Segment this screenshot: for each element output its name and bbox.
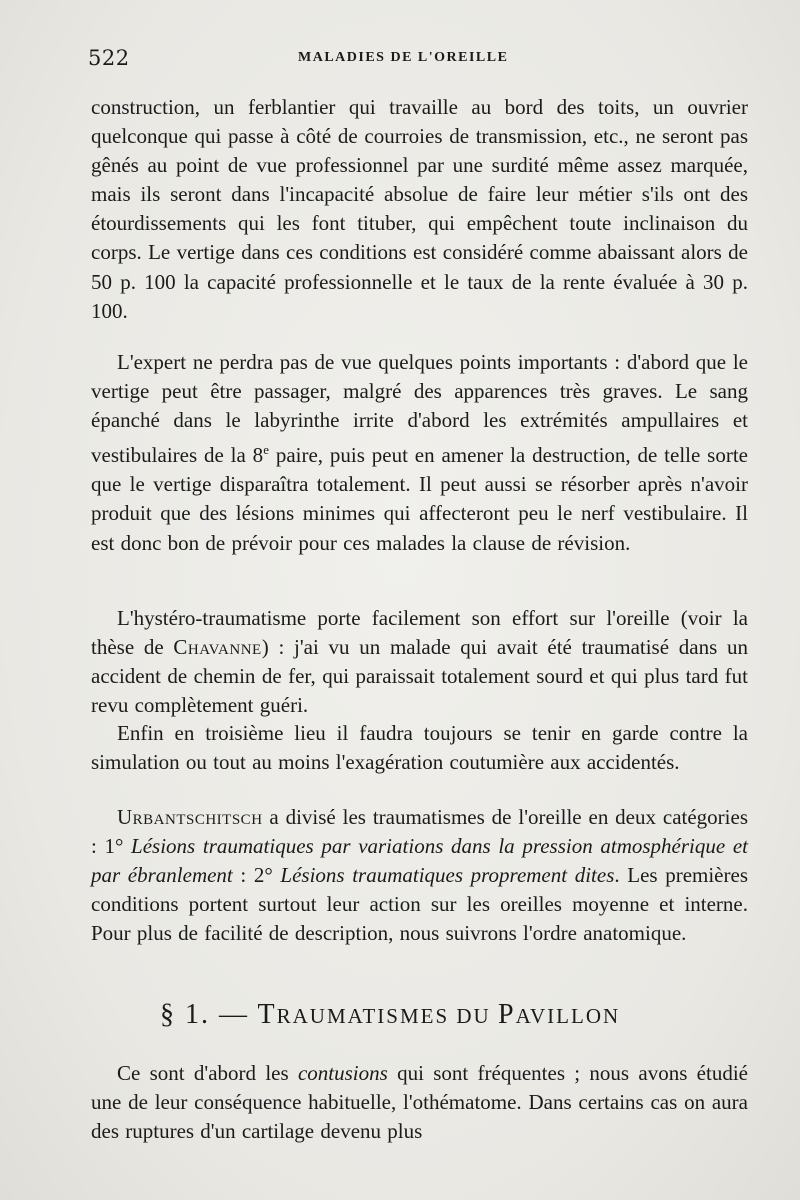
section-title-part: AVILLON [515, 1004, 621, 1028]
author-name: Urbantschitsch [117, 805, 263, 829]
paragraph-text: ) : j'ai vu un malade qui avait été traumatisé dans un accident de chemin de fer, qui paraissait totalement sourd et qui plus tard fut revu complètement guéri. [91, 635, 748, 718]
paragraph-text: Ce sont d'abord les [117, 1061, 298, 1085]
section-title-part: RAUMATISMES [276, 1004, 457, 1028]
paragraph-expert [91, 348, 748, 558]
section-number: § 1. — [160, 999, 249, 1030]
section-title-part: T [257, 999, 277, 1030]
italic-term: contusions [297, 1061, 388, 1085]
section-title-part: P [497, 999, 516, 1030]
paragraph-text: paire, puis peut en amener la destruction, de telle sorte que le vertige disparaîtra totalement. Il peut aussi se résorber après n'avoir produit que des lésions minimes qui affecteront peu le nerf vestibulaire. Il est donc bon de prévoir pour ces malades la clause de révision. [91, 443, 748, 555]
paragraph-text: qui sont fréquentes ; nous avons étudié une de leur conséquence habituelle, l'othématome. Dans certains cas on aura des ruptures d'un cartilage devenu plus [91, 1061, 748, 1144]
paragraph-simulation: Enfin en troisième lieu il faudra toujours se tenir en garde contre la simulation ou tout au moins l'exagération coutumière aux accidentés. [91, 721, 748, 775]
paragraph-text: . Les premières conditions portent surtout leur action sur les oreilles moyenne et interne. Pour plus de facilité de description, nous suivrons l'ordre anatomique. [91, 863, 748, 946]
paragraph-contusions [91, 1059, 748, 1146]
author-name: Chavanne [173, 635, 262, 660]
section-title-part: DU [456, 1004, 498, 1028]
paragraph-text: L'hystéro-traumatisme porte facilement son effort sur l'oreille (voir la thèse de [91, 606, 748, 660]
italic-term: Lésions traumatiques par variations dans la pression atmosphérique et par ébranlement [91, 834, 749, 888]
paragraph-continued: construction, un ferblantier qui travaille au bord des toits, un ouvrier quelconque qui passe à côté de courroies de transmission, etc., ne seront pas gênés au point de vue professionnel par une surdité même assez marquée, mais ils seront dans l'incapacité absolue de faire leur métier s'ils ont des étourdissements qui les font tituber, qui empêchent toute inclinaison du corps. Le vertige dans ces conditions est considéré comme abaissant alors de 50 p. 100 la capacité professionnelle et le taux de la rente évaluée à 30 p. 100. [91, 95, 748, 323]
page-number: 522 [88, 46, 130, 70]
italic-term: Lésions traumatiques proprement dites [280, 863, 615, 888]
paragraph-classification [91, 803, 748, 948]
paragraph-text: L'expert ne perdra pas de vue quelques points importants : d'abord que le vertige peut être passager, malgré des apparences très graves. Le sang épanché dans le labyrinthe irrite d'abord les extrémités ampullaires et vestibulaires de la 8 [91, 350, 748, 468]
running-title: MALADIES DE L'OREILLE [298, 50, 509, 65]
page-header [88, 44, 748, 74]
paragraph-text: : 2° [232, 863, 281, 888]
superscript: e [263, 442, 269, 458]
paragraph-hysteria [91, 604, 748, 720]
section-heading [160, 999, 620, 1031]
paragraph-text: a divisé les traumatismes de l'oreille en deux catégories : 1° [91, 805, 748, 859]
